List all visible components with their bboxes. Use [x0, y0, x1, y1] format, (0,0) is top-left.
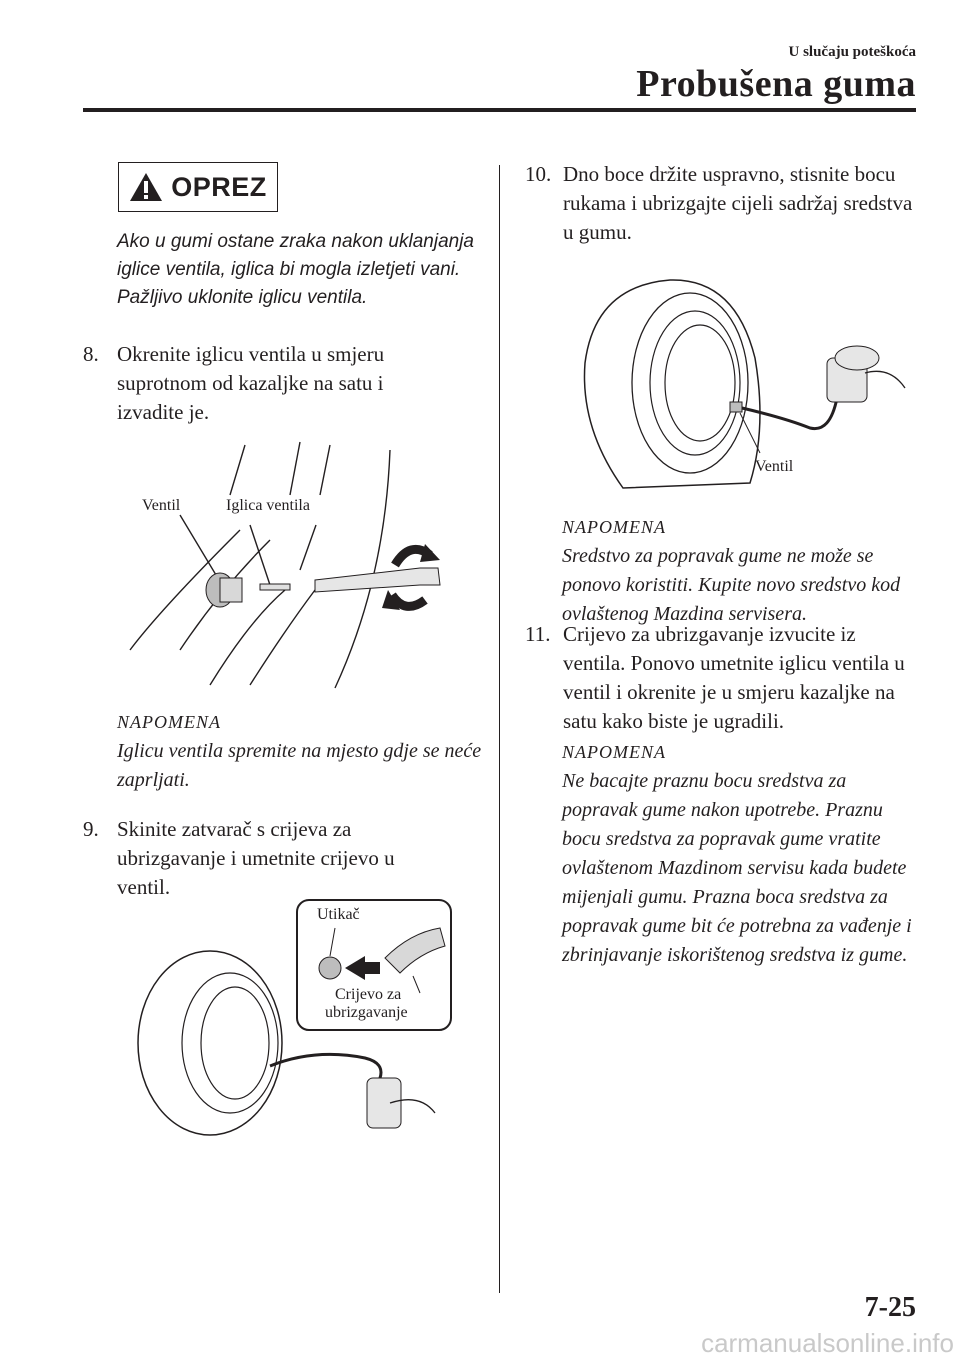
figure-hose — [135, 898, 455, 1143]
note-1 — [117, 708, 487, 795]
figure-inject — [575, 278, 915, 498]
label-valve-core: Iglica ventila — [226, 497, 310, 514]
header-rule — [83, 108, 916, 112]
step-number: 8. — [83, 342, 99, 366]
column-divider — [499, 165, 500, 1293]
page-number: 7-25 — [864, 1292, 916, 1323]
step-11 — [525, 620, 920, 736]
step-text: Okrenite iglicu ventila u smjeru suprotnom od kazaljke na satu i izvadite je. — [117, 342, 385, 424]
step-10 — [525, 160, 915, 247]
step-text: Crijevo za ubrizgavanje izvucite iz ventila. Ponovo umetnite iglicu ventila u ventil i okrenite je u smjeru kazaljke na satu kako biste je ugradili. — [563, 622, 905, 733]
label-hose-line2: ubrizgavanje — [325, 1004, 408, 1021]
label-hose-line1: Crijevo za — [335, 986, 402, 1003]
warning-icon — [129, 172, 163, 202]
note-2 — [562, 513, 922, 629]
step-number: 9. — [83, 817, 99, 841]
caution-text: Ako u gumi ostane zraka nakon uklanjanja iglice ventila, iglica bi mogla izletjeti vani. Pažljivo uklonite iglicu ventila. — [117, 231, 475, 308]
note-title: NAPOMENA — [562, 742, 666, 762]
step-number: 10. — [525, 162, 552, 186]
section-title: U slučaju poteškoća — [788, 44, 916, 60]
step-text: Dno boce držite uspravno, stisnite bocu rukama i ubrizgajte cijeli sadržaj sredstva u gumu. — [563, 162, 913, 244]
note-text: Iglicu ventila spremite na mjesto gdje se neće zaprljati. — [117, 740, 482, 791]
step-8 — [83, 340, 423, 427]
label-valve: Ventil — [755, 458, 794, 475]
page-title: Probušena guma — [636, 63, 916, 105]
label-plug: Utikač — [317, 906, 360, 923]
note-title: NAPOMENA — [562, 517, 666, 537]
watermark: carmanualsonline.info — [701, 1328, 954, 1358]
valve-core-illustration — [120, 440, 490, 690]
inject-illustration — [575, 278, 915, 498]
note-text: Ne bacajte praznu bocu sredstva za popravak gume nakon upotrebe. Praznu bocu sredstva za popravak gume vratite ovlaštenom Mazdinom servisu kada budete mijenjali gumu. Prazna boca sredstva za popravak gume bit će potrebna za vađenje i zbrinjavanje iskorištenog sredstva iz gume. — [562, 770, 912, 966]
step-9 — [83, 815, 423, 902]
note-text: Sredstvo za popravak gume ne može se ponovo koristiti. Kupite novo sredstvo kod ovlaštenog Mazdina servisera. — [562, 545, 901, 625]
caution-box — [118, 162, 278, 212]
note-3 — [562, 738, 922, 970]
figure-valve-core — [120, 440, 490, 690]
note-title: NAPOMENA — [117, 712, 221, 732]
step-text: Skinite zatvarač s crijeva za ubrizgavanje i umetnite crijevo u ventil. — [117, 817, 395, 899]
label-valve: Ventil — [142, 497, 181, 514]
caution-label: OPREZ — [171, 171, 267, 202]
step-number: 11. — [525, 622, 551, 646]
